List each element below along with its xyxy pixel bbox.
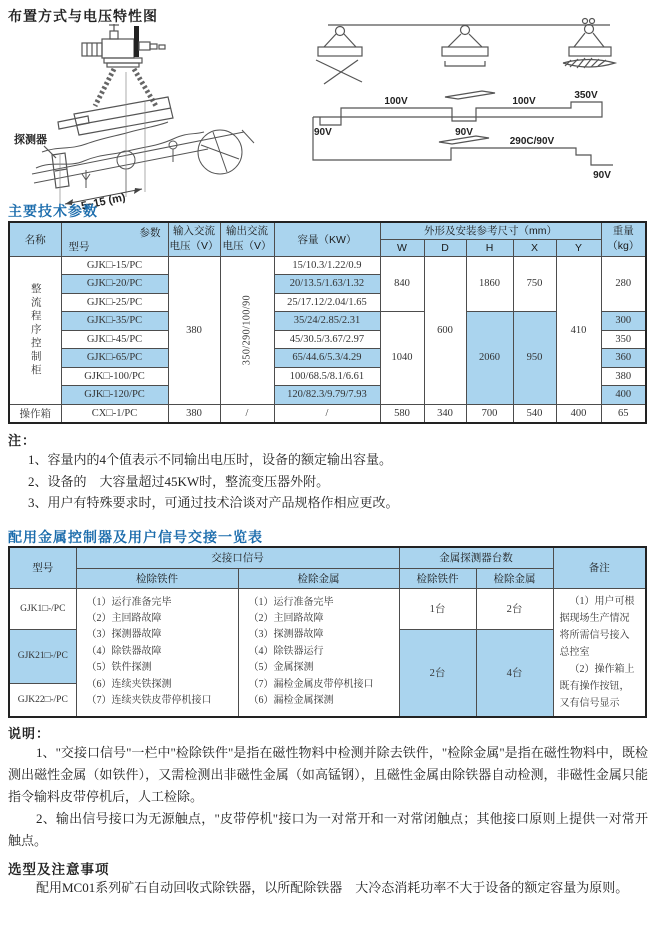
model-cell: GJK21□-/PC bbox=[9, 629, 76, 684]
voltage-label-bottom-90v: 90V bbox=[593, 170, 611, 181]
model-cell: GJK□-15/PC bbox=[61, 256, 168, 275]
header-model-param-diagonal bbox=[61, 222, 168, 256]
header-metal-removal: 检除金属 bbox=[238, 568, 399, 588]
model-cell: GJK22□-/PC bbox=[9, 684, 76, 717]
voltage-step-profile-lower bbox=[313, 117, 613, 165]
dim-x-cell: 750 bbox=[513, 256, 556, 312]
description-paragraph: 2、输出信号接口为无源触点，"皮带停机"接口为一对常开和一对常闭触点；其他接口原则上提供一对常开触点。 bbox=[8, 811, 648, 848]
distance-dimension-label: 5~15 (m) bbox=[80, 191, 127, 213]
voltage-label-350v: 350V bbox=[574, 90, 598, 101]
note-item: 2、设备的 大容量超过45KW时，整流变压器外附。 bbox=[28, 473, 330, 489]
dim-w-cell: 580 bbox=[380, 404, 424, 423]
dim-d-cell: 340 bbox=[424, 404, 466, 423]
header-interface-signals: 交接口信号 bbox=[76, 547, 399, 568]
header-dim-h: H bbox=[466, 239, 513, 256]
model-cell: GJK□-45/PC bbox=[61, 330, 168, 349]
iron-signals-cell: （1）运行准备完毕 （2）主回路故障 （3）探测器故障 （4）除铁器故障 （5）铁件探测 （6）连续夹铁探测 （7）连续夹铁皮带停机接口 bbox=[76, 588, 238, 717]
output-voltage-cell: 350/290/100/90 bbox=[220, 256, 274, 404]
hanging-magnet-3 bbox=[563, 19, 615, 69]
dim-d-cell: 600 bbox=[424, 256, 466, 404]
weight-cell: 350 bbox=[601, 330, 646, 349]
signal-interface-table bbox=[8, 546, 647, 718]
dim-x-cell: 540 bbox=[513, 404, 556, 423]
weight-cell: 300 bbox=[601, 312, 646, 331]
voltage-label-mid-90v: 90V bbox=[455, 127, 473, 138]
capacity-cell: / bbox=[274, 404, 380, 423]
description-block bbox=[8, 723, 648, 852]
model-cell: GJK□-65/PC bbox=[61, 349, 168, 368]
header-count-metal: 检除金属 bbox=[476, 568, 553, 588]
input-voltage-cell: 380 bbox=[168, 404, 220, 423]
hanging-magnet-1 bbox=[316, 27, 362, 85]
voltage-label-100v-2: 100V bbox=[512, 96, 536, 107]
note-item: 1、容量内的4个值表示不同输出电压时，设备的额定输出容量。 bbox=[28, 452, 393, 467]
header-output-voltage: 输出交流 电压（V） bbox=[220, 222, 274, 256]
model-cell: CX□-1/PC bbox=[61, 404, 168, 423]
model-cell: GJK□-100/PC bbox=[61, 367, 168, 386]
header-count-iron: 检除铁件 bbox=[399, 568, 476, 588]
description-title: 说明： bbox=[8, 726, 51, 741]
signal-table-title: 配用金属控制器及用户信号交接一览表 bbox=[8, 529, 263, 545]
notes-title: 注： bbox=[8, 433, 37, 448]
header-dimensions: 外形及安装参考尺寸（mm） bbox=[380, 222, 601, 239]
output-voltage-cell: / bbox=[220, 404, 274, 423]
iron-count-cell: 2台 bbox=[399, 629, 476, 717]
iron-count-cell: 1台 bbox=[399, 588, 476, 629]
capacity-cell: 20/13.5/1.63/1.32 bbox=[274, 275, 380, 294]
weight-cell: 280 bbox=[601, 256, 646, 312]
header-model: 型号 bbox=[68, 240, 90, 253]
note-item: 3、用户有特殊要求时，可通过技术洽谈对产品规格作相应更改。 bbox=[28, 495, 399, 510]
capacity-cell: 15/10.3/1.22/0.9 bbox=[274, 256, 380, 275]
capacity-cell: 120/82.3/9.79/7.93 bbox=[274, 386, 380, 405]
header-weight: 重量 （kg） bbox=[601, 222, 646, 256]
group-name-cell: 操作箱 bbox=[9, 404, 61, 423]
voltage-step-profile-upper bbox=[313, 102, 602, 125]
tech-params-title: 主要技术参数 bbox=[8, 203, 98, 219]
operator-box-row bbox=[9, 404, 646, 423]
selection-title: 选型及注意事项 bbox=[8, 862, 110, 877]
detector-label: 探测器 bbox=[14, 134, 47, 146]
metal-count-cell: 2台 bbox=[476, 588, 553, 629]
input-voltage-cell: 380 bbox=[168, 256, 220, 404]
table-row bbox=[9, 588, 646, 629]
belt-motion-symbol-1 bbox=[445, 91, 495, 99]
dim-y-cell: 400 bbox=[556, 404, 601, 423]
header-dim-w: W bbox=[380, 239, 424, 256]
header-dim-y: Y bbox=[556, 239, 601, 256]
header-remark: 备注 bbox=[553, 547, 646, 588]
model-cell: GJK□-35/PC bbox=[61, 312, 168, 331]
weight-cell: 360 bbox=[601, 349, 646, 368]
capacity-cell: 100/68.5/8.1/6.61 bbox=[274, 367, 380, 386]
dim-w-cell: 1040 bbox=[380, 312, 424, 405]
dim-y-cell: 410 bbox=[556, 256, 601, 404]
dim-h-cell: 1860 bbox=[466, 256, 513, 312]
table-row bbox=[9, 312, 646, 331]
header-input-voltage: 输入交流 电压（V） bbox=[168, 222, 220, 256]
capacity-cell: 25/17.12/2.04/1.65 bbox=[274, 293, 380, 312]
capacity-cell: 35/24/2.85/2.31 bbox=[274, 312, 380, 331]
header-iron-removal: 检除铁件 bbox=[76, 568, 238, 588]
header-dim-x: X bbox=[513, 239, 556, 256]
header-detector-count: 金属探测器台数 bbox=[399, 547, 553, 568]
model-cell: GJK□-20/PC bbox=[61, 275, 168, 294]
weight-cell: 400 bbox=[601, 386, 646, 405]
group-name-cell: 整流程序控制柜 bbox=[9, 256, 61, 404]
metal-signals-cell: （1）运行准备完毕 （2）主回路故障 （3）探测器故障 （4）除铁器运行 （5）金属探测 （7）漏检金属皮带停机接口 （6）漏检金属探测 bbox=[238, 588, 399, 717]
model-cell: GJK1□-/PC bbox=[9, 588, 76, 629]
selection-text: 配用MC01系列矿石自动回收式除铁器，以所配除铁器 大冷态消耗功率不大于设备的额定容量为原则。 bbox=[36, 880, 629, 895]
notes-block bbox=[8, 430, 648, 514]
voltage-label-100v-1: 100V bbox=[384, 96, 408, 107]
diagram-section-title: 布置方式与电压特性图 bbox=[8, 8, 158, 24]
dim-w-cell: 840 bbox=[380, 256, 424, 312]
voltage-label-left-90v: 90V bbox=[314, 127, 332, 138]
header-param: 参数 bbox=[139, 227, 161, 239]
dim-h-cell: 2060 bbox=[466, 312, 513, 405]
model-cell: GJK□-25/PC bbox=[61, 293, 168, 312]
dim-h-cell: 700 bbox=[466, 404, 513, 423]
weight-cell: 65 bbox=[601, 404, 646, 423]
remark-cell: （1）用户可根据现场生产情况将所需信号接入总控室 （2）操作箱上既有操作按钮，又有信号显示 bbox=[553, 588, 646, 717]
voltage-profile-diagram bbox=[298, 10, 650, 198]
weight-cell: 380 bbox=[601, 367, 646, 386]
table-row bbox=[9, 256, 646, 275]
capacity-cell: 65/44.6/5.3/4.29 bbox=[274, 349, 380, 368]
dim-x-cell: 950 bbox=[513, 312, 556, 405]
header-capacity: 容量（KW） bbox=[274, 222, 380, 256]
hanging-magnet-2 bbox=[442, 26, 488, 67]
capacity-cell: 45/30.5/3.67/2.97 bbox=[274, 330, 380, 349]
header-model: 型号 bbox=[9, 547, 76, 588]
voltage-label-290c-90v: 290C/90V bbox=[509, 136, 555, 147]
header-name: 名称 bbox=[9, 222, 61, 256]
metal-count-cell: 4台 bbox=[476, 629, 553, 717]
description-paragraph: 1、"交接口信号"一栏中"检除铁件"是指在磁性物料中检测并除去铁件，"检除金属"是指在磁性物料中，既检测出磁性金属（如铁件），又需检测出非磁性金属（如高锰钢），且磁性金属由除铁器自动检测，非磁性金属只能指令输料皮带停机后，人工检除。 bbox=[8, 745, 648, 804]
model-cell: GJK□-120/PC bbox=[61, 386, 168, 405]
header-dim-d: D bbox=[424, 239, 466, 256]
main-specs-table bbox=[8, 221, 647, 424]
vibrator-motor-assembly bbox=[82, 24, 165, 67]
